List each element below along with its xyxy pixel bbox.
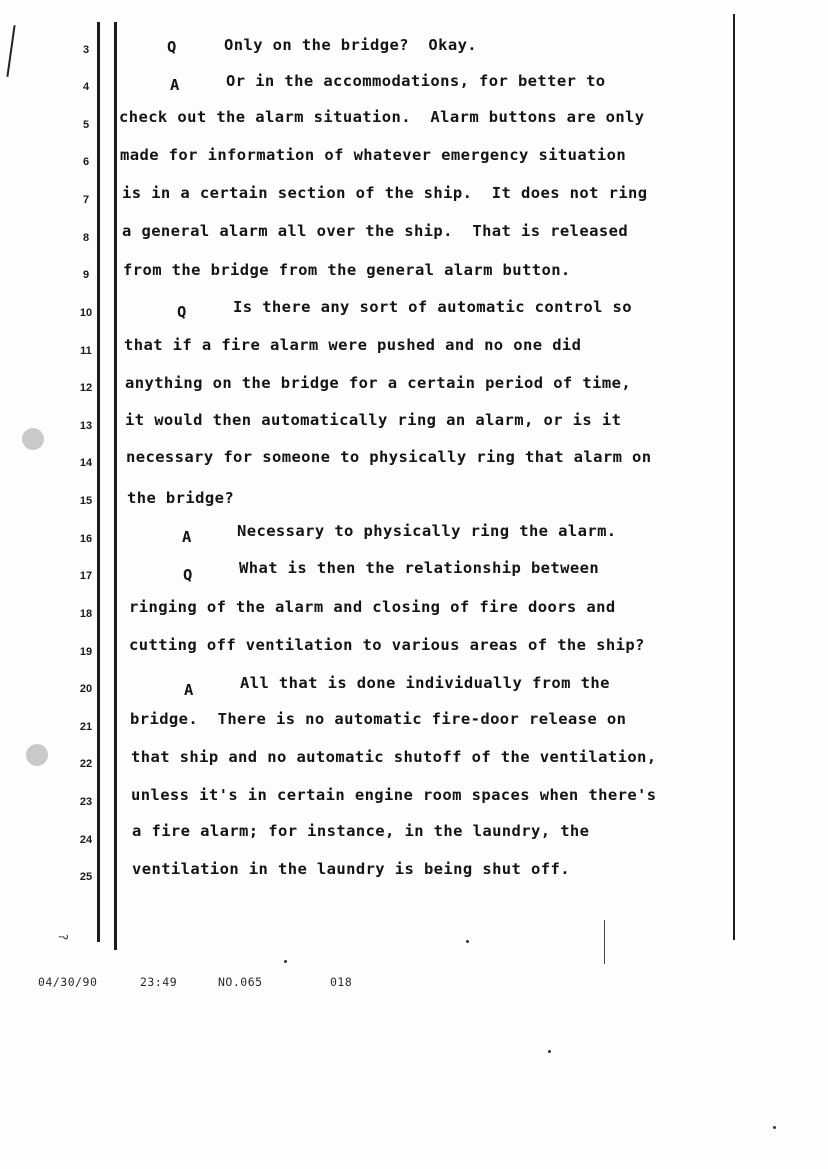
footer-date: 04/30/90: [38, 975, 98, 989]
line-number: 11: [80, 345, 92, 357]
line-number: 22: [79, 758, 93, 770]
speaker-label: A: [170, 76, 180, 94]
transcript-line: from the bridge from the general alarm button.: [123, 261, 571, 279]
line-number: 23: [79, 796, 93, 808]
faint-scan-rule: [604, 920, 605, 964]
line-number: 4: [82, 81, 90, 93]
transcript-line: a fire alarm; for instance, in the laundry, the: [132, 822, 590, 840]
line-number: 19: [79, 646, 93, 658]
transcript-line: made for information of whatever emergency situation: [120, 146, 627, 164]
transcript-line: that ship and no automatic shutoff of the ventilation,: [131, 748, 657, 766]
transcript-line: Only on the bridge? Okay.: [224, 36, 478, 54]
line-number: 9: [82, 269, 90, 281]
line-number: 6: [82, 156, 90, 168]
speaker-label: Q: [167, 38, 177, 56]
transcript-line: ventilation in the laundry is being shut off.: [132, 860, 570, 878]
footer-time: 23:49: [140, 975, 178, 989]
transcript-line: the bridge?: [127, 489, 235, 507]
right-margin-rule: [733, 14, 735, 940]
speaker-label: Q: [177, 303, 187, 321]
line-number: 21: [79, 721, 93, 733]
speaker-label: A: [182, 528, 192, 546]
transcript-line: What is then the relationship between: [239, 559, 600, 577]
transcript-line: a general alarm all over the ship. That is released: [122, 222, 629, 240]
transcript-line: it would then automatically ring an alarm, or is it: [125, 411, 622, 429]
speaker-label: A: [184, 681, 194, 699]
line-number: 20: [79, 683, 93, 695]
left-margin-rule-outer: [97, 22, 100, 942]
transcript-line: cutting off ventilation to various areas of the ship?: [129, 636, 645, 654]
line-number: 18: [79, 608, 93, 620]
transcript-line: that if a fire alarm were pushed and no one did: [124, 336, 582, 354]
line-number: 15: [79, 495, 93, 507]
scan-speck: [548, 1050, 551, 1053]
line-number: 8: [82, 232, 90, 244]
scan-speck: [284, 960, 287, 963]
line-number: 25: [79, 871, 93, 883]
transcript-line: Or in the accommodations, for better to: [226, 72, 606, 90]
line-number: 14: [79, 457, 93, 469]
line-number: 13: [79, 420, 93, 432]
line-number: 10: [79, 307, 93, 319]
transcript-line: is in a certain section of the ship. It does not ring: [122, 184, 648, 202]
margin-mark: ?: [56, 933, 71, 941]
transcript-line: unless it's in certain engine room spaces when there's: [131, 786, 657, 804]
footer-page: 018: [330, 975, 353, 989]
line-number: 24: [79, 834, 93, 846]
transcript-line: necessary for someone to physically ring that alarm on: [126, 448, 652, 466]
transcript-line: Is there any sort of automatic control so: [233, 298, 633, 316]
left-margin-rule-inner: [114, 22, 117, 950]
line-number: 17: [79, 570, 93, 582]
line-number: 5: [82, 119, 90, 131]
transcript-line: check out the alarm situation. Alarm buttons are only: [119, 108, 645, 126]
transcript-line: bridge. There is no automatic fire-door release on: [130, 710, 627, 728]
punch-hole-bottom: [26, 744, 48, 766]
transcript-line: ringing of the alarm and closing of fire doors and: [129, 598, 616, 616]
line-number: 3: [82, 44, 90, 56]
page-edge-mark: [6, 25, 15, 77]
speaker-label: Q: [183, 566, 193, 584]
transcript-line: anything on the bridge for a certain period of time,: [125, 374, 632, 392]
line-number: 7: [82, 194, 90, 206]
footer-number: NO.065: [218, 975, 263, 989]
transcript-line: All that is done individually from the: [240, 674, 610, 692]
line-number: 16: [79, 533, 93, 545]
scan-speck: [466, 940, 469, 943]
scan-speck: [773, 1126, 776, 1129]
transcript-line: Necessary to physically ring the alarm.: [237, 522, 617, 540]
punch-hole-top: [22, 428, 44, 450]
line-number: 12: [79, 382, 93, 394]
